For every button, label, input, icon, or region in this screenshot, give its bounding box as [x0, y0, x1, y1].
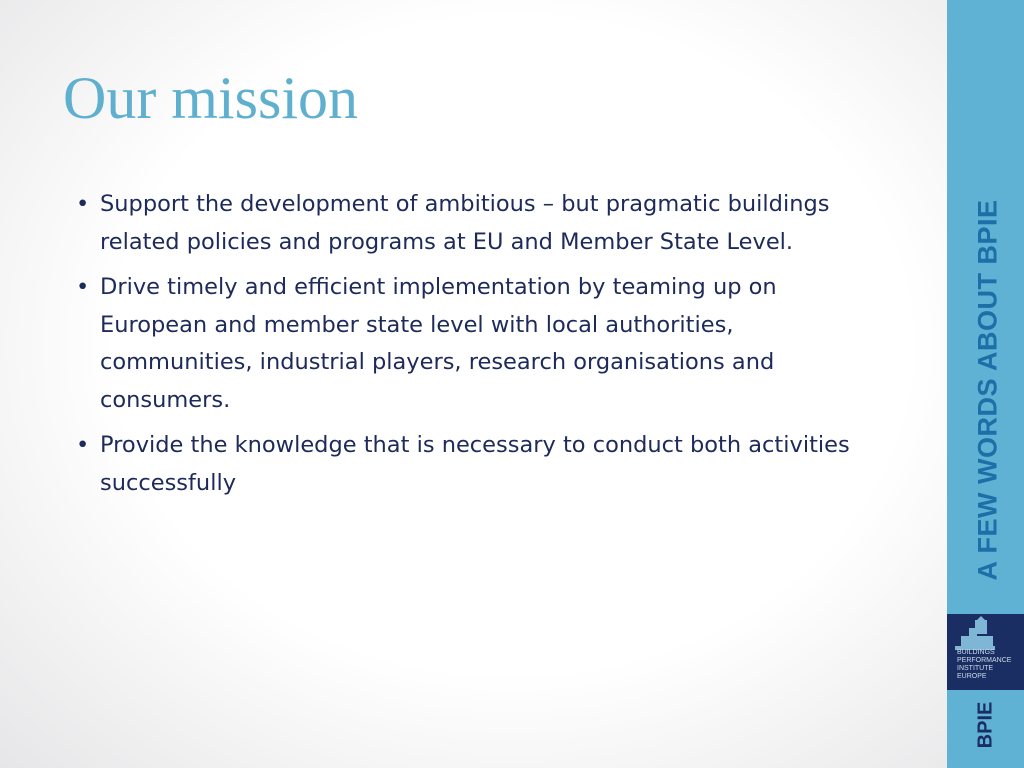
- bullet-item: [72, 186, 872, 261]
- bullet-dot: •: [76, 274, 90, 300]
- bullet-dot: •: [76, 432, 90, 458]
- bullet-item: [72, 269, 872, 419]
- bpie-logo: [947, 614, 1024, 690]
- bullet-text: Support the development of ambitious – but pragmatic buildings related policies and programs at EU and Member State Level.: [100, 191, 830, 255]
- bullet-text: Drive timely and efficient implementation by teaming up on European and member state level with local authorities, communities, industrial players, research organisations and consumers.: [100, 274, 777, 413]
- sidebar-vertical-heading: A FEW WORDS ABOUT BPIE: [972, 199, 1003, 581]
- bullet-list: [72, 186, 872, 510]
- logo-text-line: INSTITUTE: [957, 665, 994, 672]
- logo-text-line: EUROPE: [957, 673, 987, 680]
- bullet-item: [72, 427, 872, 502]
- bpie-acronym: BPIE: [974, 701, 997, 749]
- bullet-text: Provide the knowledge that is necessary to conduct both activities successfully: [100, 432, 850, 496]
- slide-title: Our mission: [63, 65, 359, 131]
- logo-text-line: PERFORMANCE: [957, 657, 1012, 664]
- logo-text-line: BUILDINGS: [957, 649, 995, 656]
- bullet-dot: •: [76, 191, 90, 217]
